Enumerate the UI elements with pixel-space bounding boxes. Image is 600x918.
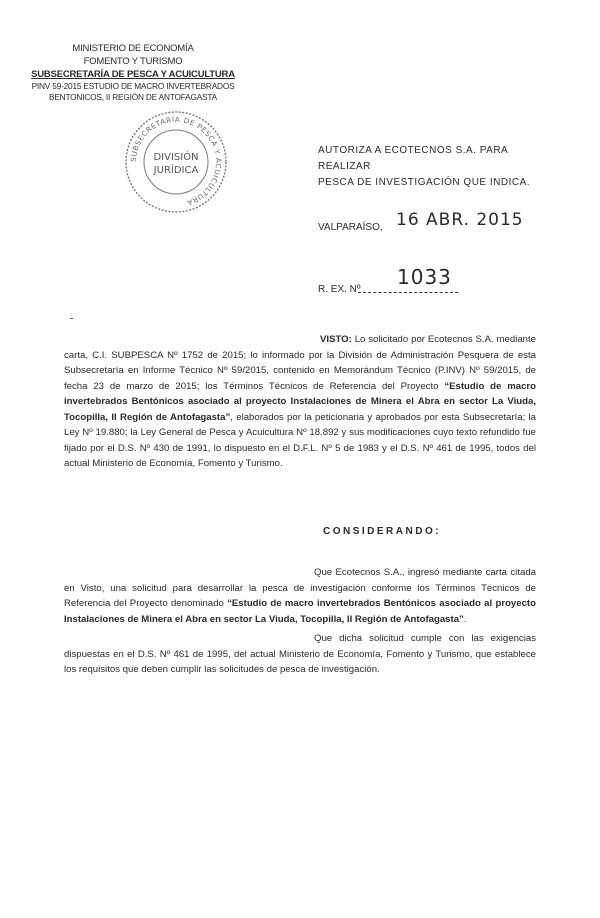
pinv-line-1: PINV 59-2015 ESTUDIO DE MACRO INVERTEBRADOS <box>31 81 235 91</box>
resolution-number: 1033 <box>397 265 452 289</box>
considerando-heading: CONSIDERANDO: <box>323 526 442 537</box>
visto-paragraph <box>64 332 536 472</box>
pinv-line-2: BENTONICOS, II REGIÓN DE ANTOFAGASTA <box>49 92 217 102</box>
stamp-center-line-1: DIVISIÓN <box>153 152 199 163</box>
considerando-p1-end: . <box>463 613 467 625</box>
subject-line-1: AUTORIZA A ECOTECNOS S.A. PARA REALIZAR <box>318 145 508 172</box>
considerando-p1-project: “Estudio de macro invertebrados Bentónicos asociado al proyecto Instalaciones de Minera el Abra en sector La Viuda, Tocopilla, II Región de Antofagasta” <box>64 598 536 625</box>
resolution-label: R. EX. Nº <box>318 284 361 295</box>
subsecretaria-line: SUBSECRETARÍA DE PESCA Y ACUICULTURA <box>31 69 235 80</box>
considerando-paragraph-2: Que dicha solicitud cumple con las exigencias dispuestas en el D.S. Nº 461 de 1995, del actual Ministerio de Economía, Fomento y Turismo, que establece los requisitos que deben cumplir las solicitudes de pesca de investigación. <box>64 633 536 675</box>
place-label: VALPARAÍSO, <box>318 222 383 233</box>
date-stamp: 16 ABR. 2015 <box>396 210 524 230</box>
ministry-line-2: FOMENTO Y TURISMO <box>83 56 183 67</box>
subject-line-2: PESCA DE INVESTIGACIÓN QUE INDICA. <box>318 177 531 188</box>
considerando-paragraph-1 <box>64 565 536 627</box>
visto-text-2: , elaborados por la peticionaria y aprobados por esta Subsecretaría; la Ley Nº 19.880; la Ley General de Pesca y Acuicultura Nº 18.892 y sus modificaciones cuyo texto refundido fue fijado por el D.S. Nº 430 de 1991, lo dispuesto en el D.F.L. Nº 5 de 1983 y el D.S. Nº 461 de 1995, todos del actual Ministerio de Economía, Fomento y Turismo. <box>64 411 537 469</box>
considerando-p1-text: Que Ecotecnos S.A., ingresó mediante carta citada en Visto, una solicitud para desarrollar la pesca de investigación conforme los Términos Técnicos de Referencia del Proyecto denominado <box>64 567 536 609</box>
visto-text-1: Lo solicitado por Ecotecnos S.A. mediante carta, C.I. SUBPESCA Nº 1752 de 2015; lo informado por la División de Administración Pesquera de esta Subsecretaría en Informe Técnico Nº 59/2015, contenido en Memorándum Técnico (P.INV) Nº 59/2015, de fecha 23 de marzo de 2015; los Términos Técnicos de Referencia del Proyecto <box>64 334 536 392</box>
subject-block <box>318 143 558 191</box>
letterhead <box>28 42 238 103</box>
margin-mark <box>70 318 73 319</box>
stamp-ring-text: SUBSECRETARÍA DE PESCA Y ACUICULTURA <box>128 114 224 208</box>
stamp-center-line-2: JURÍDICA <box>153 165 199 176</box>
resolution-underline <box>358 292 458 293</box>
division-juridica-stamp <box>121 107 231 217</box>
ministry-line-1: MINISTERIO DE ECONOMÍA <box>72 43 194 54</box>
visto-project-title: “Estudio de macro invertebrados Bentónicos asociado al proyecto Instalaciones de Minera el Abra en sector La Viuda, Tocopilla, II Región de Antofagasta” <box>64 380 537 423</box>
visto-heading: VISTO: <box>320 334 352 345</box>
